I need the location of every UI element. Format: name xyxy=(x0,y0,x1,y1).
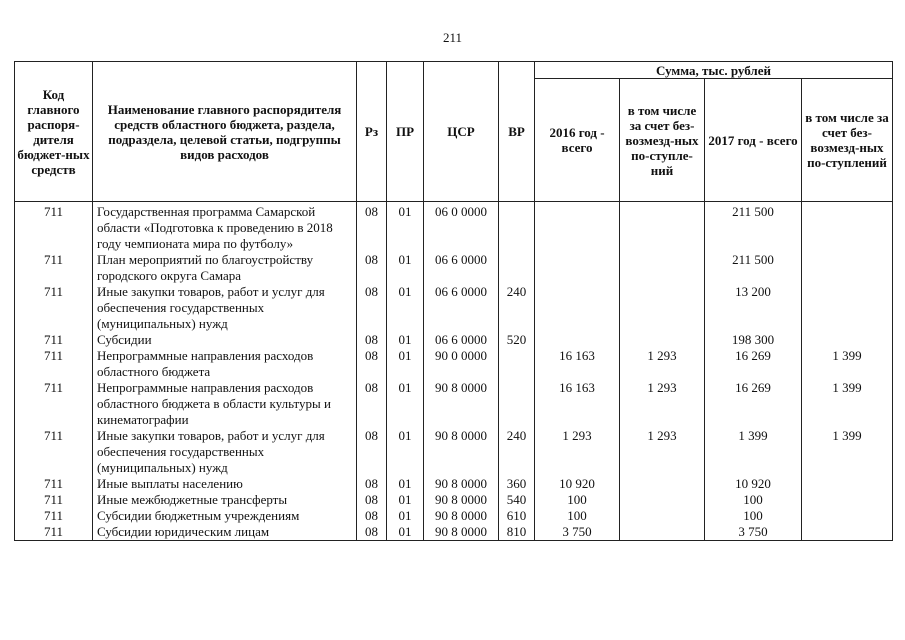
cell-csr: 90 0 0000 xyxy=(424,348,499,380)
cell-2016-total: 16 163 xyxy=(535,348,620,380)
cell-2016-total: 100 xyxy=(535,508,620,524)
table-row xyxy=(15,284,893,332)
cell-2017-total: 211 500 xyxy=(705,202,802,253)
cell-2017-total: 1 399 xyxy=(705,428,802,476)
cell-csr: 06 6 0000 xyxy=(424,284,499,332)
table-header xyxy=(15,62,893,202)
cell-vr xyxy=(499,380,535,428)
cell-2016-total: 1 293 xyxy=(535,428,620,476)
cell-name: Субсидии xyxy=(93,332,357,348)
cell-pr: 01 xyxy=(387,492,424,508)
cell-vr: 540 xyxy=(499,492,535,508)
cell-2017-gratuitous: 1 399 xyxy=(802,428,893,476)
cell-rz: 08 xyxy=(357,284,387,332)
cell-code: 711 xyxy=(15,428,93,476)
cell-rz: 08 xyxy=(357,428,387,476)
cell-code: 711 xyxy=(15,284,93,332)
cell-pr: 01 xyxy=(387,380,424,428)
cell-code: 711 xyxy=(15,202,93,253)
cell-code: 711 xyxy=(15,476,93,492)
cell-pr: 01 xyxy=(387,202,424,253)
cell-name: Иные закупки товаров, работ и услуг для обеспечения государственных (муниципальных) нужд xyxy=(93,284,357,332)
header-name: Наименование главного распорядителя средств областного бюджета, раздела, подраздела, целевой статьи, подгруппы видов расходов xyxy=(93,62,357,202)
cell-2016-gratuitous xyxy=(620,508,705,524)
cell-2016-gratuitous xyxy=(620,202,705,253)
header-code: Код главного распоря-дителя бюджет-ных средств xyxy=(15,62,93,202)
cell-2017-total: 13 200 xyxy=(705,284,802,332)
cell-code: 711 xyxy=(15,332,93,348)
cell-name: Субсидии бюджетным учреждениям xyxy=(93,508,357,524)
table-row xyxy=(15,348,893,380)
cell-2016-total: 100 xyxy=(535,492,620,508)
cell-pr: 01 xyxy=(387,524,424,541)
cell-2017-total: 100 xyxy=(705,508,802,524)
cell-rz: 08 xyxy=(357,380,387,428)
cell-code: 711 xyxy=(15,508,93,524)
cell-2016-total: 3 750 xyxy=(535,524,620,541)
cell-code: 711 xyxy=(15,524,93,541)
cell-2017-gratuitous xyxy=(802,332,893,348)
cell-vr: 240 xyxy=(499,428,535,476)
cell-pr: 01 xyxy=(387,348,424,380)
cell-vr: 240 xyxy=(499,284,535,332)
cell-2017-total: 3 750 xyxy=(705,524,802,541)
header-sum-group: Сумма, тыс. рублей xyxy=(535,62,893,79)
cell-2016-total xyxy=(535,202,620,253)
header-pr: ПР xyxy=(387,62,424,202)
cell-2017-total: 198 300 xyxy=(705,332,802,348)
cell-csr: 06 0 0000 xyxy=(424,202,499,253)
cell-2017-gratuitous xyxy=(802,524,893,541)
cell-pr: 01 xyxy=(387,284,424,332)
header-vr: ВР xyxy=(499,62,535,202)
cell-name: Государственная программа Самарской области «Подготовка к проведению в 2018 году чемпионата мира по футболу» xyxy=(93,202,357,253)
table-row xyxy=(15,524,893,541)
cell-code: 711 xyxy=(15,492,93,508)
cell-2016-gratuitous xyxy=(620,492,705,508)
cell-2016-gratuitous xyxy=(620,252,705,284)
header-2017-total: 2017 год - всего xyxy=(705,79,802,202)
header-csr: ЦСР xyxy=(424,62,499,202)
cell-pr: 01 xyxy=(387,428,424,476)
budget-table xyxy=(14,61,893,541)
cell-2016-gratuitous: 1 293 xyxy=(620,348,705,380)
cell-rz: 08 xyxy=(357,202,387,253)
header-rz: Рз xyxy=(357,62,387,202)
cell-2016-total: 16 163 xyxy=(535,380,620,428)
cell-code: 711 xyxy=(15,348,93,380)
cell-2017-total: 10 920 xyxy=(705,476,802,492)
cell-csr: 90 8 0000 xyxy=(424,492,499,508)
cell-name: Непрограммные направления расходов областного бюджета xyxy=(93,348,357,380)
cell-pr: 01 xyxy=(387,252,424,284)
table-row xyxy=(15,508,893,524)
cell-name: Иные межбюджетные трансферты xyxy=(93,492,357,508)
cell-rz: 08 xyxy=(357,252,387,284)
cell-name: Иные выплаты населению xyxy=(93,476,357,492)
cell-2016-gratuitous xyxy=(620,332,705,348)
cell-2016-gratuitous xyxy=(620,284,705,332)
cell-rz: 08 xyxy=(357,476,387,492)
cell-name: Иные закупки товаров, работ и услуг для обеспечения государственных (муниципальных) нужд xyxy=(93,428,357,476)
table-row xyxy=(15,476,893,492)
cell-2017-total: 16 269 xyxy=(705,380,802,428)
cell-name: Непрограммные направления расходов областного бюджета в области культуры и кинематографии xyxy=(93,380,357,428)
cell-code: 711 xyxy=(15,380,93,428)
header-2016-gratuitous: в том числе за счет без-возмезд-ных по-ступле-ний xyxy=(620,79,705,202)
header-2017-gratuitous: в том числе за счет без-возмезд-ных по-ступлений xyxy=(802,79,893,202)
table-row xyxy=(15,492,893,508)
cell-vr xyxy=(499,348,535,380)
cell-code: 711 xyxy=(15,252,93,284)
page-number: 211 xyxy=(442,30,463,45)
cell-2016-gratuitous xyxy=(620,476,705,492)
cell-csr: 90 8 0000 xyxy=(424,476,499,492)
cell-vr: 810 xyxy=(499,524,535,541)
cell-csr: 90 8 0000 xyxy=(424,380,499,428)
cell-vr: 610 xyxy=(499,508,535,524)
cell-2017-gratuitous xyxy=(802,508,893,524)
table-row xyxy=(15,252,893,284)
table-body xyxy=(15,202,893,541)
cell-csr: 90 8 0000 xyxy=(424,428,499,476)
table-row xyxy=(15,332,893,348)
cell-vr xyxy=(499,202,535,253)
cell-2016-total xyxy=(535,332,620,348)
cell-2017-total: 211 500 xyxy=(705,252,802,284)
cell-2017-gratuitous xyxy=(802,492,893,508)
cell-2016-total xyxy=(535,252,620,284)
cell-2017-gratuitous: 1 399 xyxy=(802,380,893,428)
cell-pr: 01 xyxy=(387,332,424,348)
cell-rz: 08 xyxy=(357,492,387,508)
cell-2016-gratuitous: 1 293 xyxy=(620,380,705,428)
cell-rz: 08 xyxy=(357,332,387,348)
table-row xyxy=(15,428,893,476)
cell-2017-gratuitous xyxy=(802,252,893,284)
cell-2017-gratuitous xyxy=(802,202,893,253)
cell-csr: 06 6 0000 xyxy=(424,332,499,348)
cell-2017-total: 100 xyxy=(705,492,802,508)
cell-2017-gratuitous xyxy=(802,476,893,492)
cell-2016-total: 10 920 xyxy=(535,476,620,492)
table-row xyxy=(15,202,893,253)
cell-vr xyxy=(499,252,535,284)
cell-csr: 06 6 0000 xyxy=(424,252,499,284)
cell-pr: 01 xyxy=(387,476,424,492)
cell-2016-total xyxy=(535,284,620,332)
cell-csr: 90 8 0000 xyxy=(424,524,499,541)
cell-2017-gratuitous: 1 399 xyxy=(802,348,893,380)
cell-name: План мероприятий по благоустройству городского округа Самара xyxy=(93,252,357,284)
header-2016-total: 2016 год - всего xyxy=(535,79,620,202)
cell-2017-total: 16 269 xyxy=(705,348,802,380)
cell-pr: 01 xyxy=(387,508,424,524)
cell-vr: 360 xyxy=(499,476,535,492)
cell-2016-gratuitous xyxy=(620,524,705,541)
cell-2016-gratuitous: 1 293 xyxy=(620,428,705,476)
cell-rz: 08 xyxy=(357,348,387,380)
table-row xyxy=(15,380,893,428)
cell-vr: 520 xyxy=(499,332,535,348)
cell-csr: 90 8 0000 xyxy=(424,508,499,524)
cell-rz: 08 xyxy=(357,524,387,541)
cell-name: Субсидии юридическим лицам xyxy=(93,524,357,541)
cell-rz: 08 xyxy=(357,508,387,524)
cell-2017-gratuitous xyxy=(802,284,893,332)
